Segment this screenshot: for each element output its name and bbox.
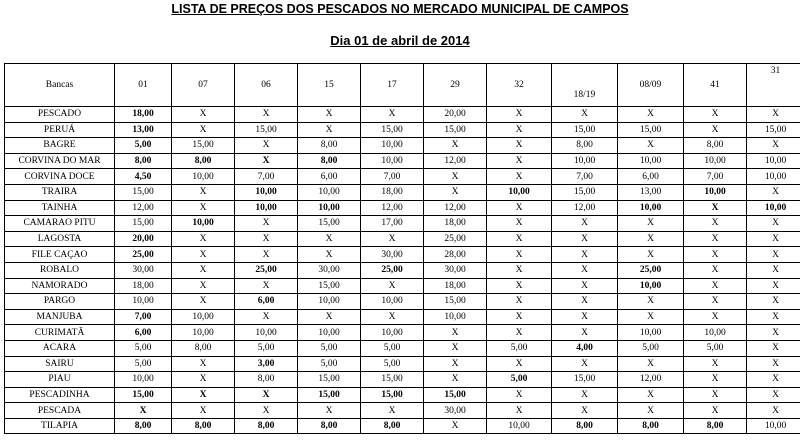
price-cell: 10,00 <box>298 294 361 310</box>
price-cell: 10,00 <box>487 184 552 200</box>
price-cell: X <box>747 231 800 247</box>
header-cell-bancas: Bancas <box>5 64 115 107</box>
table-row <box>5 403 800 419</box>
price-cell: 15,00 <box>298 216 361 232</box>
price-cell: X <box>618 356 684 372</box>
price-cell: X <box>235 247 298 263</box>
fish-name-cell: FILE CAÇAO <box>5 247 115 263</box>
fish-name-cell: CURIMATÃ <box>5 325 115 341</box>
fish-name-cell: MANJUBA <box>5 309 115 325</box>
price-cell: X <box>618 309 684 325</box>
price-cell: 10,00 <box>235 184 298 200</box>
price-cell: X <box>684 309 747 325</box>
table-row <box>5 122 800 138</box>
table-row <box>5 200 800 216</box>
price-cell: 5,00 <box>115 356 172 372</box>
fish-name-cell: PESCADO <box>5 107 115 123</box>
price-cell: X <box>115 403 172 419</box>
price-cell: 15,00 <box>747 122 800 138</box>
price-cell: 30,00 <box>298 262 361 278</box>
price-cell: 8,00 <box>172 340 235 356</box>
price-cell: 6,00 <box>618 169 684 185</box>
price-cell: 18,00 <box>115 107 172 123</box>
price-cell: 10,00 <box>298 184 361 200</box>
price-cell: X <box>235 403 298 419</box>
price-cell: 8,00 <box>172 153 235 169</box>
price-cell: 4,50 <box>115 169 172 185</box>
price-cell: 18,00 <box>424 278 487 294</box>
table-row <box>5 231 800 247</box>
price-cell: X <box>684 356 747 372</box>
fish-name-cell: ACARA <box>5 340 115 356</box>
price-cell: X <box>361 231 424 247</box>
price-cell: 8,00 <box>552 418 618 434</box>
price-cell: X <box>618 387 684 403</box>
price-cell: X <box>747 216 800 232</box>
price-cell: X <box>747 247 800 263</box>
price-cell: 7,00 <box>552 169 618 185</box>
price-cell: X <box>618 107 684 123</box>
price-cell: 12,00 <box>618 372 684 388</box>
price-cell: X <box>487 169 552 185</box>
price-cell: 25,00 <box>361 262 424 278</box>
price-cell: 15,00 <box>424 294 487 310</box>
price-cell: X <box>235 216 298 232</box>
header-cell-banca: 01 <box>115 64 172 107</box>
price-cell: X <box>487 122 552 138</box>
price-cell: 17,00 <box>361 216 424 232</box>
price-cell: X <box>172 231 235 247</box>
price-cell: X <box>298 107 361 123</box>
price-cell: X <box>298 122 361 138</box>
price-cell: X <box>487 216 552 232</box>
price-cell: X <box>552 356 618 372</box>
price-cell: 15,00 <box>115 216 172 232</box>
table-row <box>5 138 800 154</box>
price-cell: X <box>487 153 552 169</box>
fish-name-cell: CORVINA DO MAR <box>5 153 115 169</box>
fish-name-cell: CAMARAO PITU <box>5 216 115 232</box>
price-cell: 8,00 <box>552 138 618 154</box>
price-cell: X <box>487 403 552 419</box>
fish-name-cell: BAGRE <box>5 138 115 154</box>
price-cell: 7,00 <box>115 309 172 325</box>
price-cell: 10,00 <box>298 200 361 216</box>
price-cell: X <box>172 387 235 403</box>
header-cell-banca: 18/19 <box>552 64 618 107</box>
table-row <box>5 278 800 294</box>
price-cell: 8,00 <box>618 418 684 434</box>
price-cell: 25,00 <box>115 247 172 263</box>
price-cell: X <box>684 387 747 403</box>
table-row <box>5 387 800 403</box>
price-cell: X <box>298 309 361 325</box>
price-cell: 15,00 <box>361 387 424 403</box>
table-row <box>5 169 800 185</box>
price-cell: X <box>747 107 800 123</box>
price-cell: 8,00 <box>684 418 747 434</box>
price-cell: 10,00 <box>361 138 424 154</box>
price-cell: 15,00 <box>298 387 361 403</box>
price-cell: 10,00 <box>115 372 172 388</box>
table-row <box>5 340 800 356</box>
price-cell: 15,00 <box>552 184 618 200</box>
header-cell-banca: 07 <box>172 64 235 107</box>
price-cell: 20,00 <box>115 231 172 247</box>
header-row <box>5 64 800 107</box>
fish-name-cell: TILAPIA <box>5 418 115 434</box>
fish-name-cell: LAGOSTA <box>5 231 115 247</box>
price-cell: 20,00 <box>424 107 487 123</box>
price-cell: 10,00 <box>424 309 487 325</box>
fish-name-cell: PERUÁ <box>5 122 115 138</box>
fish-name-cell: ROBALO <box>5 262 115 278</box>
price-cell: X <box>424 184 487 200</box>
price-cell: X <box>618 294 684 310</box>
price-cell: X <box>747 138 800 154</box>
price-cell: X <box>487 309 552 325</box>
price-cell: X <box>235 231 298 247</box>
price-cell: X <box>684 216 747 232</box>
price-cell: 12,00 <box>424 153 487 169</box>
price-cell: X <box>172 184 235 200</box>
price-cell: 5,00 <box>361 340 424 356</box>
price-cell: 10,00 <box>361 325 424 341</box>
price-cell: 15,00 <box>618 122 684 138</box>
price-cell: 8,00 <box>235 418 298 434</box>
price-cell: X <box>747 387 800 403</box>
price-cell: X <box>747 372 800 388</box>
price-cell: 5,00 <box>684 340 747 356</box>
price-cell: 8,00 <box>684 138 747 154</box>
price-cell: 13,00 <box>115 122 172 138</box>
price-cell: X <box>618 231 684 247</box>
price-cell: X <box>684 122 747 138</box>
price-cell: 6,00 <box>235 294 298 310</box>
fish-name-cell: PIAU <box>5 372 115 388</box>
price-cell: X <box>747 325 800 341</box>
price-cell: 7,00 <box>684 169 747 185</box>
price-cell: X <box>684 231 747 247</box>
price-cell: X <box>747 356 800 372</box>
price-cell: X <box>172 200 235 216</box>
price-cell: X <box>684 372 747 388</box>
fish-name-cell: CORVINA DOCE <box>5 169 115 185</box>
price-cell: 8,00 <box>298 418 361 434</box>
price-cell: 10,00 <box>618 200 684 216</box>
table-row <box>5 372 800 388</box>
price-cell: 30,00 <box>115 262 172 278</box>
price-cell: 10,00 <box>618 153 684 169</box>
table-row <box>5 216 800 232</box>
price-cell: X <box>424 169 487 185</box>
price-cell: 15,00 <box>115 184 172 200</box>
price-cell: 5,00 <box>361 356 424 372</box>
price-cell: X <box>172 107 235 123</box>
price-cell: 10,00 <box>172 325 235 341</box>
price-cell: X <box>298 247 361 263</box>
price-table <box>4 63 800 434</box>
header-cell-banca: 06 <box>235 64 298 107</box>
price-cell: 10,00 <box>552 153 618 169</box>
price-cell: X <box>298 403 361 419</box>
price-cell: 18,00 <box>361 184 424 200</box>
price-cell: X <box>424 138 487 154</box>
price-cell: X <box>424 325 487 341</box>
price-cell: X <box>172 294 235 310</box>
price-cell: X <box>747 294 800 310</box>
price-cell: X <box>424 418 487 434</box>
price-cell: 12,00 <box>361 200 424 216</box>
price-cell: X <box>235 138 298 154</box>
price-cell: 18,00 <box>424 216 487 232</box>
price-cell: X <box>552 325 618 341</box>
price-cell: 10,00 <box>361 294 424 310</box>
price-cell: X <box>361 403 424 419</box>
header-cell-banca: 31 <box>747 64 800 107</box>
price-cell: 8,00 <box>172 418 235 434</box>
price-cell: X <box>747 309 800 325</box>
price-cell: 10,00 <box>618 278 684 294</box>
price-cell: 5,00 <box>235 340 298 356</box>
price-cell: 4,00 <box>552 340 618 356</box>
table-row <box>5 356 800 372</box>
price-cell: X <box>235 107 298 123</box>
price-cell: 5,00 <box>618 340 684 356</box>
fish-name-cell: TAINHA <box>5 200 115 216</box>
price-cell: 30,00 <box>424 403 487 419</box>
price-cell: X <box>172 247 235 263</box>
price-cell: 3,00 <box>235 356 298 372</box>
price-cell: 5,00 <box>487 340 552 356</box>
price-cell: 15,00 <box>552 122 618 138</box>
price-cell: X <box>235 153 298 169</box>
price-cell: 10,00 <box>172 309 235 325</box>
price-cell: 8,00 <box>115 418 172 434</box>
price-cell: 13,00 <box>618 184 684 200</box>
price-cell: X <box>361 107 424 123</box>
price-cell: X <box>487 294 552 310</box>
price-cell: X <box>487 200 552 216</box>
price-cell: 6,00 <box>115 325 172 341</box>
table-row <box>5 418 800 434</box>
price-cell: 10,00 <box>684 184 747 200</box>
price-cell: X <box>618 403 684 419</box>
price-cell: 10,00 <box>172 169 235 185</box>
price-cell: X <box>618 247 684 263</box>
price-cell: X <box>172 372 235 388</box>
table-row <box>5 262 800 278</box>
header-cell-banca: 29 <box>424 64 487 107</box>
price-cell: X <box>235 278 298 294</box>
price-cell: X <box>684 403 747 419</box>
price-cell: X <box>172 356 235 372</box>
price-cell: 10,00 <box>115 294 172 310</box>
price-cell: X <box>684 107 747 123</box>
header-cell-banca: 15 <box>298 64 361 107</box>
price-cell: 8,00 <box>298 153 361 169</box>
table-row <box>5 309 800 325</box>
price-cell: X <box>684 262 747 278</box>
price-cell: X <box>747 278 800 294</box>
price-cell: X <box>552 278 618 294</box>
price-cell: X <box>747 403 800 419</box>
table-row <box>5 247 800 263</box>
price-cell: 15,00 <box>115 387 172 403</box>
price-cell: X <box>552 262 618 278</box>
price-cell: 10,00 <box>747 418 800 434</box>
price-cell: X <box>487 231 552 247</box>
price-cell: 30,00 <box>361 247 424 263</box>
fish-name-cell: PESCADINHA <box>5 387 115 403</box>
header-cell-banca: 32 <box>487 64 552 107</box>
page-subtitle: Dia 01 de abril de 2014 <box>330 33 470 48</box>
price-cell: 15,00 <box>298 372 361 388</box>
price-cell: 28,00 <box>424 247 487 263</box>
price-cell: X <box>618 216 684 232</box>
price-cell: 10,00 <box>747 153 800 169</box>
price-cell: 10,00 <box>172 216 235 232</box>
price-cell: X <box>552 216 618 232</box>
price-cell: X <box>552 294 618 310</box>
price-cell: 15,00 <box>172 138 235 154</box>
price-cell: 10,00 <box>747 200 800 216</box>
table-row <box>5 107 800 123</box>
price-cell: X <box>424 340 487 356</box>
header-cell-banca: 17 <box>361 64 424 107</box>
fish-name-cell: PESCADA <box>5 403 115 419</box>
table-row <box>5 294 800 310</box>
price-cell: 10,00 <box>684 153 747 169</box>
price-cell: X <box>235 309 298 325</box>
price-cell: 10,00 <box>235 200 298 216</box>
price-cell: X <box>684 247 747 263</box>
fish-name-cell: TRAIRA <box>5 184 115 200</box>
price-cell: X <box>552 107 618 123</box>
price-cell: 18,00 <box>115 278 172 294</box>
price-cell: 15,00 <box>552 372 618 388</box>
price-cell: 12,00 <box>552 200 618 216</box>
price-cell: 25,00 <box>235 262 298 278</box>
price-cell: 5,00 <box>115 138 172 154</box>
price-cell: X <box>552 309 618 325</box>
price-cell: X <box>684 294 747 310</box>
price-cell: X <box>487 247 552 263</box>
price-cell: 30,00 <box>424 262 487 278</box>
price-cell: X <box>684 200 747 216</box>
price-cell: X <box>235 387 298 403</box>
table-row <box>5 325 800 341</box>
price-cell: 15,00 <box>424 387 487 403</box>
price-cell: 10,00 <box>684 325 747 341</box>
price-cell: 15,00 <box>235 122 298 138</box>
price-cell: X <box>487 107 552 123</box>
price-cell: 8,00 <box>361 418 424 434</box>
price-cell: X <box>552 247 618 263</box>
price-cell: X <box>298 231 361 247</box>
page-title: LISTA DE PREÇOS DOS PESCADOS NO MERCADO MUNICIPAL DE CAMPOS <box>171 2 629 16</box>
price-cell: 15,00 <box>361 122 424 138</box>
price-cell: X <box>552 387 618 403</box>
price-cell: X <box>172 122 235 138</box>
price-cell: 7,00 <box>361 169 424 185</box>
price-cell: X <box>552 403 618 419</box>
price-cell: 15,00 <box>424 122 487 138</box>
price-cell: 10,00 <box>298 325 361 341</box>
price-cell: X <box>487 356 552 372</box>
price-cell: X <box>172 403 235 419</box>
price-cell: 10,00 <box>487 418 552 434</box>
price-cell: X <box>487 387 552 403</box>
table-row <box>5 184 800 200</box>
price-cell: X <box>487 278 552 294</box>
header-cell-banca: 41 <box>684 64 747 107</box>
price-cell: 10,00 <box>235 325 298 341</box>
price-cell: 12,00 <box>424 200 487 216</box>
price-cell: 8,00 <box>298 138 361 154</box>
price-cell: X <box>424 356 487 372</box>
price-cell: X <box>487 138 552 154</box>
price-cell: 5,00 <box>298 356 361 372</box>
price-cell: 8,00 <box>115 153 172 169</box>
price-cell: 5,00 <box>298 340 361 356</box>
table-row <box>5 153 800 169</box>
price-cell: X <box>172 278 235 294</box>
price-cell: 6,00 <box>298 169 361 185</box>
price-cell: X <box>552 231 618 247</box>
price-cell: X <box>172 262 235 278</box>
price-cell: X <box>487 325 552 341</box>
price-cell: 10,00 <box>618 325 684 341</box>
price-cell: 15,00 <box>298 278 361 294</box>
price-cell: 8,00 <box>235 372 298 388</box>
price-cell: 7,00 <box>235 169 298 185</box>
price-cell: X <box>747 184 800 200</box>
fish-name-cell: SAIRU <box>5 356 115 372</box>
price-cell: X <box>747 262 800 278</box>
price-cell: X <box>684 278 747 294</box>
price-cell: 15,00 <box>361 372 424 388</box>
price-cell: 25,00 <box>424 231 487 247</box>
price-cell: X <box>361 309 424 325</box>
header-cell-banca: 08/09 <box>618 64 684 107</box>
price-cell: X <box>424 372 487 388</box>
price-cell: 10,00 <box>361 153 424 169</box>
price-cell: 10,00 <box>747 169 800 185</box>
price-cell: X <box>618 138 684 154</box>
price-cell: 5,00 <box>115 340 172 356</box>
fish-name-cell: NAMORADO <box>5 278 115 294</box>
price-cell: X <box>361 278 424 294</box>
price-cell: X <box>747 340 800 356</box>
price-cell: 25,00 <box>618 262 684 278</box>
price-cell: 5,00 <box>487 372 552 388</box>
price-cell: 12,00 <box>115 200 172 216</box>
price-cell: X <box>487 262 552 278</box>
fish-name-cell: PARGO <box>5 294 115 310</box>
